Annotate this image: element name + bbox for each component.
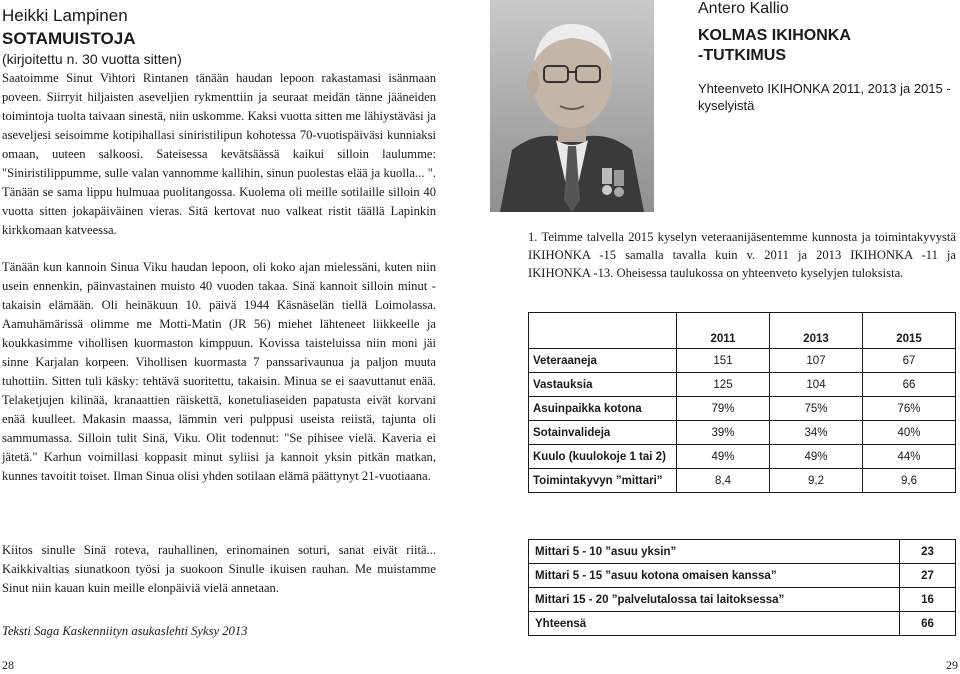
table-row xyxy=(529,421,956,445)
table-row xyxy=(529,349,956,373)
row-label: Mittari 5 - 10 ”asuu yksin” xyxy=(529,540,900,564)
table-header-year: 2011 xyxy=(677,313,770,349)
row-value: 67 xyxy=(863,349,956,373)
row-label: Toimintakyvyn ”mittari” xyxy=(529,469,677,493)
table-row xyxy=(529,540,956,564)
right-title-line-1: KOLMAS IKIHONKA xyxy=(698,27,851,44)
table-row xyxy=(529,612,956,636)
right-article-title xyxy=(698,26,851,66)
right-paragraph: 1. Teimme talvella 2015 kyselyn veteraanijäsentemme kunnosta ja toimintakyvystä IKIHONKA -15 samalla tavalla kuin v. 2011 ja 2013 IKIHONKA -11 ja IKIHONKA -13. Oheisessa taulukossa on yhteenveto kyselyjen tuloksista. xyxy=(528,230,956,280)
row-label: Mittari 5 - 15 ”asuu kotona omaisen kanssa” xyxy=(529,564,900,588)
row-label: Mittari 15 - 20 ”palvelutalossa tai laitoksessa” xyxy=(529,588,900,612)
survey-results-table xyxy=(528,312,956,493)
left-article-subtitle: (kirjoitettu n. 30 vuotta sitten) xyxy=(2,51,182,67)
row-value: 34% xyxy=(770,421,863,445)
row-value: 76% xyxy=(863,397,956,421)
table-header-row xyxy=(529,313,956,349)
row-value: 79% xyxy=(677,397,770,421)
row-label: Vastauksia xyxy=(529,373,677,397)
left-signoff: Teksti Saga Kaskenniityn asukaslehti Syksy 2013 xyxy=(2,624,248,638)
right-title-line-2: -TUTKIMUS xyxy=(698,47,786,64)
left-paragraph-1: Saatoimme Sinut Vihtori Rintanen tänään haudan lepoon rakastamasi isänmaan poveen. Siirryit hiljaisten aseveljien rykmenttiin ja seuraat meidän tänne jääneiden toimintoja tuolta taivaan sinestä, niin uskomme. Kaksi vuotta sitten me lähiystäväsi ja aseveljesi seisoimme kotipihallasi siniristilipun kohotessa 70-vuotispäiväsi kunniaksi omaan, uuteen salkoosi. Sateisessa kevätsäässä kaikui silloin laulumme: "Siniristilippumme, sulle valan vannomme kallihin, sinun puolestas elää ja kuolla... ". Tänään se sama lippu hulmuaa puolitangossa. Kuolema oli meille sotilaille silloin 40 vuotta sitten jokapäiväinen vieras. Sitä kertovat nuo valkeat ristit täällä Lapinkin kirkkomaan katveessa. xyxy=(2,71,436,237)
right-author: Antero Kallio xyxy=(698,0,789,17)
row-value: 49% xyxy=(770,445,863,469)
table-header-empty xyxy=(529,313,677,349)
table-row xyxy=(529,373,956,397)
table-header-year: 2015 xyxy=(863,313,956,349)
table-row xyxy=(529,469,956,493)
row-value: 16 xyxy=(900,588,956,612)
row-value: 75% xyxy=(770,397,863,421)
row-label: Sotainvalideja xyxy=(529,421,677,445)
row-label: Yhteensä xyxy=(529,612,900,636)
row-value: 66 xyxy=(900,612,956,636)
row-value: 8,4 xyxy=(677,469,770,493)
table-header-year: 2013 xyxy=(770,313,863,349)
right-page-number: 29 xyxy=(946,658,958,672)
right-intro: Yhteenveto IKIHONKA 2011, 2013 ja 2015 -kyselyistä xyxy=(698,81,951,113)
row-value: 107 xyxy=(770,349,863,373)
left-page-number: 28 xyxy=(2,658,14,672)
veteran-portrait-photo xyxy=(490,0,654,212)
table-row xyxy=(529,588,956,612)
row-value: 27 xyxy=(900,564,956,588)
row-label: Veteraaneja xyxy=(529,349,677,373)
row-label: Asuinpaikka kotona xyxy=(529,397,677,421)
row-value: 104 xyxy=(770,373,863,397)
row-value: 9,2 xyxy=(770,469,863,493)
row-value: 40% xyxy=(863,421,956,445)
left-paragraph-2: Tänään kun kannoin Sinua Viku haudan lepoon, oli koko ajan mielessäni, kuten niin usein ennenkin, päinvastainen muisto 40 vuoden takaa. Sinä kannoit silloin minut - takaisin elämään. Oli heinäkuun 10. päivä 1944 Käsnäselän tiellä Loimolassa. Aamuhämärissä olimme me Motti-Matin (JR 56) miehet lähteneet liikkeelle ja koukkasimme vihollisen kuormaston kimppuun. Kovissa taisteluissa niin moni jäi sinne Karjalan korpeen. Vihollisen kuormasta 7 panssarivaunua ja paljon muuta tuhottiin. Sitten tuli käsky: tehtävä suoritettu, takaisin. Minua se ei saavuttanut enää. Telaketjujen kilinää, kranaattien räiskettä, konetuliaseiden papatusta eivät korvani enää kuulleet. Makasin maassa, lämmin veri pulppusi useista reiistä, tajunta oli sammumassa. Silloin tulit Sinä, Viku. Olit todennut: "Se pihisee vielä. Kaveria ei jätetä." Karhun voimillasi koppasit minut syliisi ja kannoit yksin pitkän matkan, kunnes tavoitit toiset. Ilman Sinua olisi yhden sotilaan elämä päättynyt 21-vuotiaana. xyxy=(2,260,436,483)
row-value: 125 xyxy=(677,373,770,397)
row-label: Kuulo (kuulokoje 1 tai 2) xyxy=(529,445,677,469)
row-value: 151 xyxy=(677,349,770,373)
left-article-title: SOTAMUISTOJA xyxy=(2,29,136,48)
table-row xyxy=(529,397,956,421)
row-value: 9,6 xyxy=(863,469,956,493)
left-paragraph-3: Kiitos sinulle Sinä roteva, rauhallinen, erinomainen soturi, sanat eivät riitä... Kaikkivaltias siunatkoon työsi ja suokoon Sinulle ikuisen rauhan. Me muistamme Sinut niin kauan kuin meille elonpäiviä vielä annetaan. xyxy=(2,543,436,595)
right-page xyxy=(470,0,960,674)
row-value: 39% xyxy=(677,421,770,445)
functional-capacity-summary-table xyxy=(528,539,956,636)
row-value: 23 xyxy=(900,540,956,564)
row-value: 44% xyxy=(863,445,956,469)
row-value: 66 xyxy=(863,373,956,397)
table-row xyxy=(529,564,956,588)
portrait-illustration xyxy=(490,0,654,212)
left-page xyxy=(0,0,440,674)
left-author: Heikki Lampinen xyxy=(2,6,128,25)
row-value: 49% xyxy=(677,445,770,469)
table-row xyxy=(529,445,956,469)
